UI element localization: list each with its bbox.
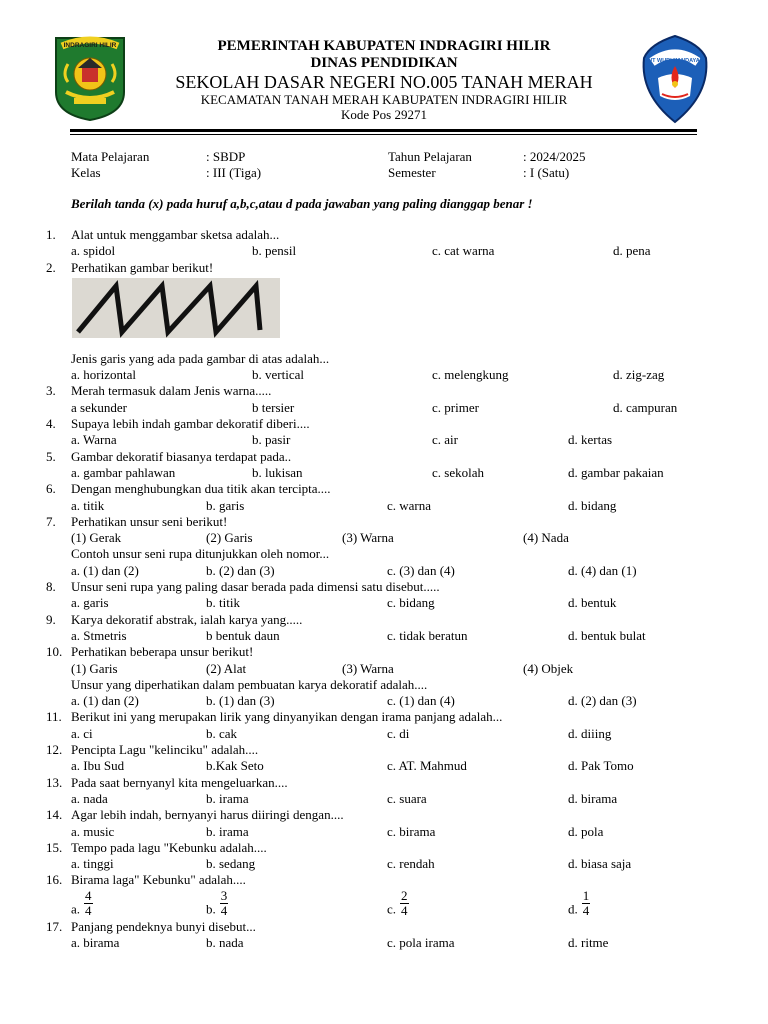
subject-label: Mata Pelajaran: [71, 149, 150, 164]
question-row: [0, 807, 768, 823]
option-b: b. (1) dan (3): [206, 693, 275, 709]
indragiri-hilir-emblem-icon: [52, 34, 128, 122]
option-a: a. ci: [71, 725, 93, 741]
fraction-numerator: 2: [401, 887, 408, 903]
question-row: [0, 514, 768, 530]
fraction: [582, 889, 591, 918]
question-number: 9.: [46, 611, 56, 627]
question-subtext: Unsur yang diperhatikan dalam pembuatan karya dekoratif adalah....: [71, 676, 428, 692]
item-2: (2) Garis: [206, 530, 253, 546]
option-c: c. melengkung: [432, 367, 509, 383]
option-a: a. (1) dan (2): [71, 693, 139, 709]
svg-text:INDRAGIRI HILIR: INDRAGIRI HILIR: [63, 42, 117, 49]
question-subtext: Jenis garis yang ada pada gambar di atas adalah...: [71, 350, 330, 366]
options-row: [0, 726, 768, 742]
question-text: Tempo pada lagu "Kebunku adalah....: [71, 839, 267, 855]
option-b: b. titik: [206, 595, 240, 611]
class-label: Kelas: [71, 164, 101, 180]
government-line: PEMERINTAH KABUPATEN INDRAGIRI HILIR: [217, 38, 551, 54]
question-text: Unsur seni rupa yang paling dasar berada pada dimensi satu disebut.....: [71, 579, 440, 595]
question-text: Perhatikan gambar berikut!: [71, 259, 214, 275]
options-row: [0, 432, 768, 448]
option-d: d. ritme: [568, 934, 609, 950]
question-text: Supaya lebih indah gambar dekoratif diberi....: [71, 416, 310, 432]
fraction: [220, 889, 229, 918]
fraction-denominator: 4: [401, 902, 408, 918]
fraction-numerator: 1: [582, 887, 590, 903]
question-number: 16.: [46, 872, 63, 888]
question-text: Birama laga" Kebunku" adalah....: [71, 872, 246, 888]
option-c: c. birama: [387, 823, 436, 839]
subject-value: : SBDP: [206, 149, 246, 164]
option-letter: d.: [568, 901, 578, 917]
option-c: c. air: [432, 432, 458, 448]
option-a: a. horizontal: [71, 367, 136, 383]
question-row: [0, 840, 768, 856]
option-d: d. pena: [613, 243, 651, 259]
fraction-denominator: 4: [582, 902, 590, 918]
options-row: [0, 824, 768, 840]
options-row: [0, 498, 768, 514]
option-d: d. kertas: [568, 432, 613, 448]
question-subtext-row: [0, 351, 768, 367]
question-number: 1.: [46, 227, 56, 242]
question-number: 2.: [46, 259, 56, 275]
option-d: d. gambar pakaian: [568, 464, 664, 480]
options-row: [0, 465, 768, 481]
option-d: d. bentuk bulat: [568, 627, 646, 643]
fraction-numerator: 4: [85, 887, 92, 903]
option-c: c. pola irama: [387, 934, 455, 950]
option-c: c. cat warna: [432, 243, 495, 259]
option-c: c. AT. Mahmud: [387, 758, 467, 774]
option-c: c. di: [387, 725, 410, 741]
header-divider-thin: [70, 134, 697, 135]
item-3: (3) Warna: [342, 660, 394, 676]
option-d: d. zig-zag: [613, 367, 665, 383]
option-letter: c.: [387, 901, 397, 917]
option-b: b. vertical: [252, 367, 304, 383]
option-letter: a.: [71, 901, 81, 917]
year-label: Tahun Pelajaran: [388, 149, 472, 164]
school-name: SEKOLAH DASAR NEGERI NO.005 TANAH MERAH: [175, 72, 593, 92]
question-row: [0, 416, 768, 432]
question-row: [0, 742, 768, 758]
item-1: (1) Gerak: [71, 530, 122, 546]
options-row: [0, 693, 768, 709]
option-b: b. (2) dan (3): [206, 562, 275, 578]
item-3: (3) Warna: [342, 530, 394, 546]
option-d: d. bidang: [568, 497, 617, 513]
item-4: (4) Objek: [523, 660, 574, 676]
question-number: 8.: [46, 579, 56, 595]
fraction-denominator: 4: [85, 902, 92, 918]
option-a: a sekunder: [71, 399, 127, 415]
fraction-denominator: 4: [220, 902, 228, 918]
question-row: [0, 612, 768, 628]
question-row: [0, 644, 768, 660]
option-a: a. Ibu Sud: [71, 758, 125, 774]
fraction-numerator: 3: [220, 887, 228, 903]
question-text: Dengan menghubungkan dua titik akan tercipta....: [71, 481, 331, 497]
options-row: [0, 243, 768, 259]
item-2: (2) Alat: [206, 660, 247, 676]
option-d: d. biasa saja: [568, 856, 632, 872]
exam-info: [0, 149, 768, 180]
option-d: d. Pak Tomo: [568, 758, 634, 774]
options-row: [0, 935, 768, 951]
option-d: d. (2) dan (3): [568, 693, 637, 709]
question-text: Gambar dekoratif biasanya terdapat pada..: [71, 448, 292, 464]
fraction: [84, 889, 93, 918]
question-text: Merah termasuk dalam Jenis warna.....: [71, 383, 272, 399]
question-row: [0, 579, 768, 595]
header-divider-thick: [70, 129, 697, 132]
options-row: [0, 628, 768, 644]
options-row: [0, 367, 768, 383]
options-row: [0, 400, 768, 416]
option-b: b. irama: [206, 823, 249, 839]
option-c: c. bidang: [387, 595, 435, 611]
question-number: 17.: [46, 918, 63, 934]
year-value: : 2024/2025: [523, 149, 586, 164]
question-text: Perhatikan unsur seni berikut!: [71, 513, 228, 529]
option-c: c. sekolah: [432, 464, 484, 480]
district-line: KECAMATAN TANAH MERAH KABUPATEN INDRAGIRI HILIR: [200, 92, 568, 107]
option-letter: b.: [206, 901, 216, 917]
option-c: c. rendah: [387, 856, 435, 872]
zigzag-line-figure: [72, 278, 280, 338]
question-row: [0, 872, 768, 888]
option-a: a. (1) dan (2): [71, 562, 139, 578]
question-text: Agar lebih indah, bernyanyi harus diiringi dengan....: [71, 807, 344, 823]
question-text: Pencipta Lagu "kelinciku" adalah....: [71, 742, 259, 758]
options-row: [0, 856, 768, 872]
fraction-options-row: [0, 889, 768, 919]
question-number: 15.: [46, 839, 63, 855]
option-d: d. campuran: [613, 399, 678, 415]
item-list-row: [0, 530, 768, 546]
item-list-row: [0, 661, 768, 677]
option-b: b. lukisan: [252, 464, 303, 480]
question-subtext-row: [0, 546, 768, 562]
question-row: [0, 775, 768, 791]
option-a: a. music: [71, 823, 115, 839]
question-row: [0, 227, 768, 243]
question-number: 10.: [46, 644, 63, 660]
option-c: c. suara: [387, 790, 427, 806]
option-b: b. pensil: [252, 243, 297, 259]
option-a: a. titik: [71, 497, 105, 513]
option-b: b. irama: [206, 790, 249, 806]
postal-code: Kode Pos 29271: [341, 107, 427, 122]
options-row: [0, 758, 768, 774]
option-c: c. warna: [387, 497, 432, 513]
option-b: b. sedang: [206, 856, 256, 872]
option-d: d. diiing: [568, 725, 612, 741]
letterhead: [0, 0, 768, 140]
question-text: Berikut ini yang merupakan lirik yang dinyanyikan dengan irama panjang adalah...: [71, 709, 503, 725]
options-row: [0, 595, 768, 611]
option-a: a. Stmetris: [71, 627, 127, 643]
question-row: [0, 481, 768, 497]
option-d: d. birama: [568, 790, 618, 806]
options-row: [0, 791, 768, 807]
department-line: DINAS PENDIDIKAN: [310, 55, 458, 71]
option-b: b.Kak Seto: [206, 758, 264, 774]
option-a: a. Warna: [71, 432, 117, 448]
option-d: d. pola: [568, 823, 604, 839]
question-number: 6.: [46, 481, 56, 497]
option-a: a. spidol: [71, 243, 116, 259]
question-row: [0, 383, 768, 399]
option-c: c. primer: [432, 399, 479, 415]
question-number: 12.: [46, 742, 63, 758]
question-number: 11.: [46, 709, 62, 725]
option-d: d. bentuk: [568, 595, 617, 611]
question-text: Perhatikan beberapa unsur berikut!: [71, 644, 254, 660]
option-b: b. garis: [206, 497, 245, 513]
question-row: [0, 260, 768, 276]
question-number: 3.: [46, 383, 56, 399]
option-b: b bentuk daun: [206, 627, 280, 643]
question-list: [0, 227, 768, 951]
option-a: a. nada: [71, 790, 108, 806]
question-text: Karya dekoratif abstrak, ialah karya yang.....: [71, 611, 303, 627]
option-a: a. gambar pahlawan: [71, 464, 176, 480]
item-1: (1) Garis: [71, 660, 118, 676]
question-number: 7.: [46, 513, 56, 529]
zigzag-figure-row: [0, 276, 768, 351]
question-subtext-row: [0, 677, 768, 693]
option-c: c. (1) dan (4): [387, 693, 455, 709]
options-row: [0, 563, 768, 579]
svg-text:TUT WURI HANDAYANI: TUT WURI HANDAYANI: [644, 58, 706, 64]
option-a: a. birama: [71, 934, 120, 950]
question-text: Pada saat bernyanyl kita mengeluarkan....: [71, 774, 288, 790]
question-row: [0, 449, 768, 465]
option-a: a. garis: [71, 595, 109, 611]
question-number: 5.: [46, 448, 56, 464]
question-number: 4.: [46, 416, 56, 432]
option-d: d. (4) dan (1): [568, 562, 637, 578]
option-b: b. pasir: [252, 432, 291, 448]
tut-wuri-handayani-emblem-icon: [638, 34, 712, 124]
question-text: Panjang pendeknya bunyi disebut...: [71, 918, 256, 934]
item-4: (4) Nada: [523, 530, 569, 546]
option-c: c. tidak beratun: [387, 627, 468, 643]
option-c: c. (3) dan (4): [387, 562, 455, 578]
question-text: Alat untuk menggambar sketsa adalah...: [71, 227, 280, 242]
semester-label: Semester: [388, 164, 436, 180]
class-value: : III (Tiga): [206, 164, 262, 180]
question-row: [0, 919, 768, 935]
semester-value: : I (Satu): [523, 164, 570, 180]
question-number: 14.: [46, 807, 63, 823]
question-number: 13.: [46, 774, 63, 790]
fraction: [400, 889, 409, 918]
question-row: [0, 709, 768, 725]
instruction: Berilah tanda (x) pada huruf a,b,c,atau d pada jawaban yang paling dianggap benar !: [71, 196, 533, 211]
option-b: b tersier: [252, 399, 295, 415]
option-b: b. nada: [206, 934, 244, 950]
option-a: a. tinggi: [71, 856, 114, 872]
question-subtext: Contoh unsur seni rupa ditunjukkan oleh nomor...: [71, 546, 330, 562]
option-b: b. cak: [206, 725, 238, 741]
